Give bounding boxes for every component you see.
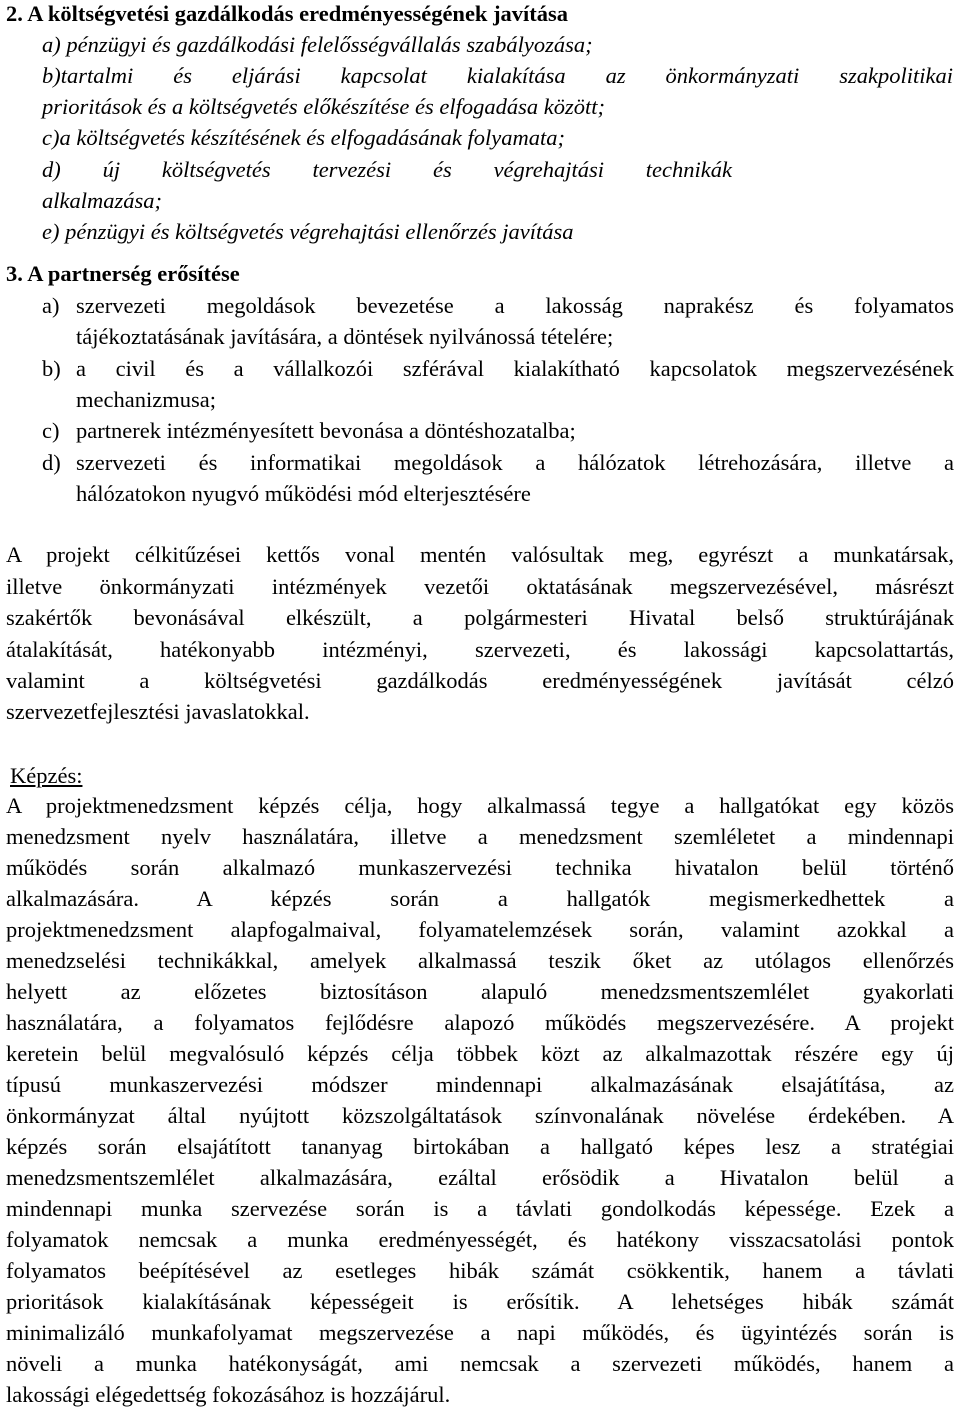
paragraph-1-line: illetve önkormányzati intézmények vezetői oktatásának megszervezésével, másrészt (6, 574, 954, 599)
training-line: A projektmenedzsment képzés célja, hogy alkalmassá tegye a hallgatókat egy közös (6, 793, 954, 818)
training-line: minimalizáló munkafolyamat megszervezése a napi működés, és ügyintézés során is (6, 1320, 954, 1345)
training-heading: Képzés: (10, 763, 83, 788)
training-line: képzés során elsajátított tananyag birtokában a hallgató képes lesz a stratégiai (6, 1134, 954, 1159)
section-3-marker-d: d) (42, 450, 61, 475)
section-2-item-b-cont: prioritások és a költségvetés előkészítése és elfogadása között; (42, 94, 606, 119)
section-2-heading: 2. A költségvetési gazdálkodás eredményességének javítása (6, 1, 569, 26)
section-3-marker-c: c) (42, 418, 60, 443)
section-3-item-c: partnerek intézményesített bevonása a döntéshozatalba; (76, 418, 576, 443)
section-3-item-a-cont: tájékoztatásának javítására, a döntések nyilvánossá tételére; (76, 324, 614, 349)
section-3-item-b-cont: mechanizmusa; (76, 387, 216, 412)
section-2-item-c: c)a költségvetés készítésének és elfogadásának folyamata; (42, 125, 565, 150)
paragraph-1-line: valamint a költségvetési gazdálkodás eredményességének javítását célzó (6, 668, 954, 693)
training-line: mindennapi munka szervezése során is a távlati gondolkodás képessége. Ezek a (6, 1196, 954, 1221)
section-3-marker-a: a) (42, 293, 60, 318)
section-2-item-d-cont: alkalmazása; (42, 188, 162, 213)
section-2-item-b: b)tartalmi és eljárási kapcsolat kialakítása az önkormányzati szakpolitikai (42, 63, 953, 88)
training-line: alkalmazására. A képzés során a hallgatók megismerkedhettek a (6, 886, 954, 911)
training-line: keretein belül megvalósuló képzés célja többek közt az alkalmazottak részére egy új (6, 1041, 954, 1066)
section-3-item-b: a civil és a vállalkozói szférával kialakítható kapcsolatok megszervezésének (76, 356, 954, 381)
section-3-marker-b: b) (42, 356, 61, 381)
section-3-item-d: szervezeti és informatikai megoldások a hálózatok létrehozására, illetve a (76, 450, 954, 475)
section-2-item-a: a) pénzügyi és gazdálkodási felelősségvállalás szabályozása; (42, 32, 593, 57)
training-line: típusú munkaszervezési módszer mindennapi alkalmazásának elsajátítása, az (6, 1072, 954, 1097)
training-line: működés során alkalmazó munkaszervezési technika hivatalon belül történő (6, 855, 954, 880)
paragraph-1-line: átalakítását, hatékonyabb intézményi, szervezeti, és lakossági kapcsolattartás, (6, 637, 954, 662)
training-line: növeli a munka hatékonyságát, ami nemcsak a szervezeti működés, hanem a (6, 1351, 954, 1376)
training-line: használatára, a folyamatos fejlődésre alapozó működés megszervezésére. A projekt (6, 1010, 954, 1035)
section-2-item-e: e) pénzügyi és költségvetés végrehajtási ellenőrzés javítása (42, 219, 574, 244)
training-line: prioritások kialakításának képességeit is erősítik. A lehetséges hibák számát (6, 1289, 954, 1314)
training-line: folyamatok nemcsak a munka eredményességét, és hatékony visszacsatolási pontok (6, 1227, 954, 1252)
paragraph-1-line: szakértők bevonásával elkészült, a polgármesteri Hivatal belső struktúrájának (6, 605, 954, 630)
training-line: menedzselési technikákkal, amelyek alkalmassá teszik őket az utólagos ellenőrzés (6, 948, 954, 973)
section-3-heading: 3. A partnerség erősítése (6, 261, 240, 286)
training-line: lakossági elégedettség fokozásához is hozzájárul. (6, 1382, 451, 1407)
section-3-item-a: szervezeti megoldások bevezetése a lakosság naprakész és folyamatos (76, 293, 954, 318)
training-line: menedzsment nyelv használatára, illetve a menedzsment szemléletet a mindennapi (6, 824, 954, 849)
paragraph-1-line: szervezetfejlesztési javaslatokkal. (6, 699, 310, 724)
training-line: helyett az előzetes biztosításon alapuló menedzsmentszemlélet gyakorlati (6, 979, 954, 1004)
section-3-item-d-cont: hálózatokon nyugvó működési mód elterjesztésére (76, 481, 531, 506)
training-line: önkormányzat által nyújtott közszolgáltatások színvonalának növelése érdekében. A (6, 1103, 954, 1128)
training-line: menedzsmentszemlélet alkalmazására, ezáltal erősödik a Hivatalon belül a (6, 1165, 954, 1190)
training-line: projektmenedzsment alapfogalmaival, folyamatelemzések során, valamint azokkal a (6, 917, 954, 942)
training-line: folyamatos beépítésével az esetleges hibák számát csökkentik, hanem a távlati (6, 1258, 954, 1283)
section-2-item-d: d) új költségvetés tervezési és végrehajtási technikák (42, 157, 732, 182)
paragraph-1-line: A projekt célkitűzései kettős vonal mentén valósultak meg, egyrészt a munkatársak, (6, 542, 954, 567)
